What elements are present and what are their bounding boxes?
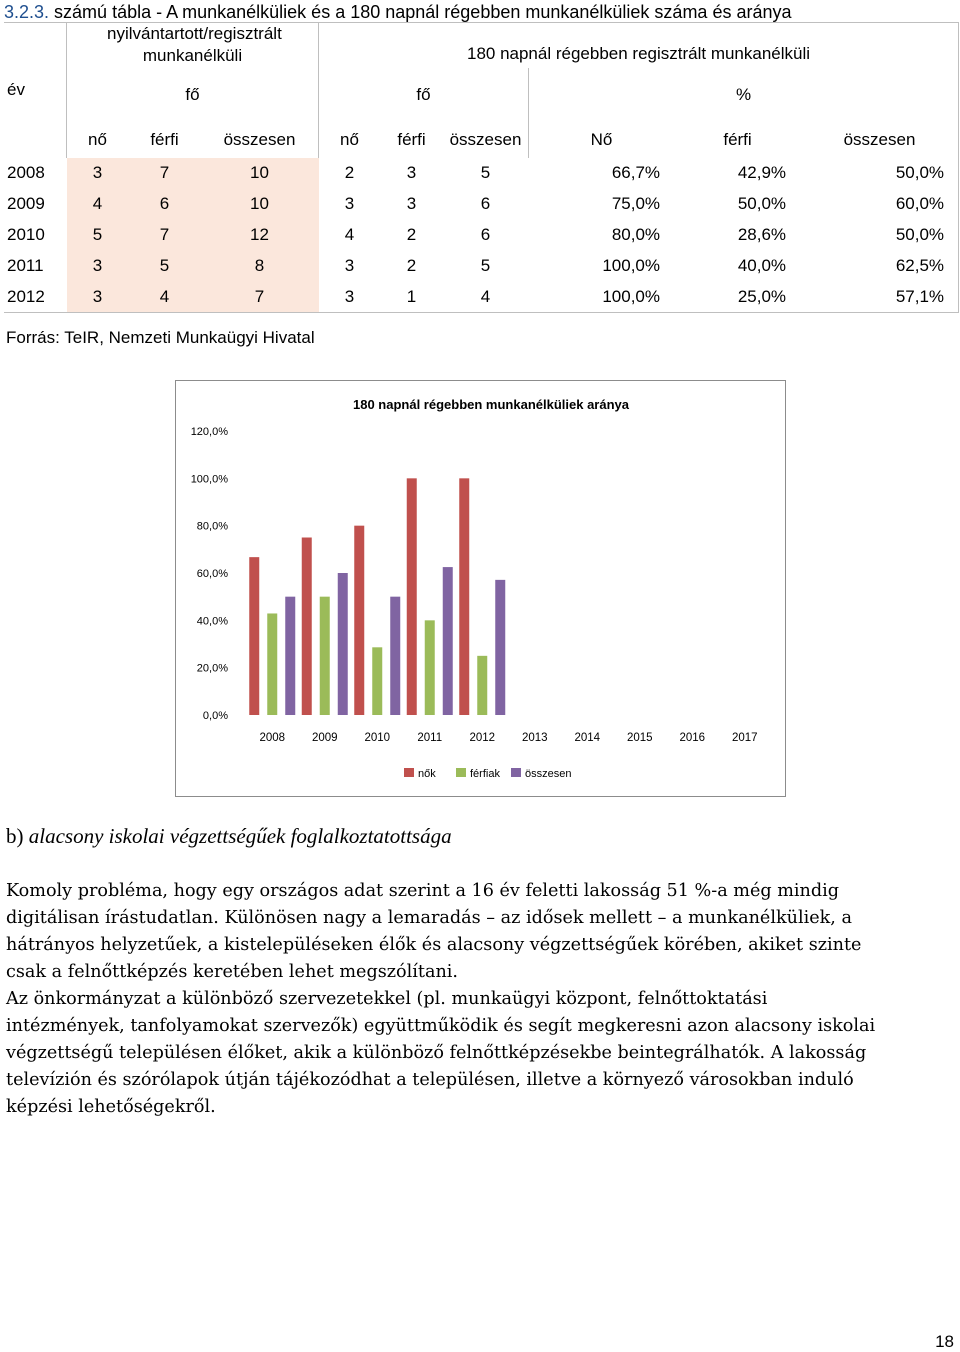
year-cell: 2011 [5,251,67,282]
table-cell: 5 [129,251,201,282]
table-cell: 50,0% [675,189,801,220]
table-cell: 4 [129,282,201,313]
table-cell: 5 [443,251,529,282]
bar-összesen-2010 [390,597,400,715]
body-line: Komoly probléma, hogy egy országos adat szerint a 16 év feletti lakosság 51 %-a még mindig [6,881,840,901]
legend-label: nők [418,768,436,780]
sub-header-percent: % [529,68,959,123]
year-cell: 2009 [5,189,67,220]
legend-swatch [511,768,521,777]
x-tick-label: 2017 [731,732,758,744]
table-cell: 10 [201,189,319,220]
page-number: 18 [935,1332,954,1351]
table-cell: 50,0% [801,158,959,189]
table-cell: 80,0% [529,220,675,251]
table-cell: 57,1% [801,282,959,313]
year-cell: 2012 [5,282,67,313]
table-cell: 3 [67,282,129,313]
body-line: csak a felnőttképzés keretében lehet megszólítani. [6,962,458,982]
table-cell: 40,0% [675,251,801,282]
table-cell: 3 [319,251,381,282]
legend-swatch [404,768,414,777]
table-cell: 3 [381,158,443,189]
body-line: képzési lehetőségekről. [6,1097,216,1117]
x-tick-label: 2014 [574,732,601,744]
table-cell: 3 [319,189,381,220]
table-cell: 6 [443,220,529,251]
table-cell: 62,5% [801,251,959,282]
registered-unemployed-header: nyilvántartott/regisztrált munkanélküli [67,23,319,68]
col-header: férfi [381,123,443,158]
bars [249,478,505,715]
bar-férfiak-2011 [425,620,435,715]
table-cell: 7 [129,158,201,189]
table-cell: 100,0% [529,251,675,282]
table-cell: 2 [381,251,443,282]
table-cell: 3 [381,189,443,220]
body-line: hátrányos helyzetűek, a kistelepüléseken élők és alacsony végzettségűek körében, akiket szinte [6,935,862,955]
year-cell: 2010 [5,220,67,251]
body-line: Az önkormányzat a különböző szervezetekkel (pl. munkaügyi központ, felnőttoktatási [6,989,768,1009]
legend-label: férfiak [470,768,500,780]
year-cell: 2008 [5,158,67,189]
x-axis [259,732,757,744]
table-cell: 4 [319,220,381,251]
year-header: év [5,23,67,158]
y-tick-label: 0,0% [202,710,228,722]
table-cell: 42,9% [675,158,801,189]
table-cell: 100,0% [529,282,675,313]
table-cell: 12 [201,220,319,251]
bar-nők-2010 [354,526,364,715]
body-paragraphs [6,878,946,1121]
bar-összesen-2012 [495,580,505,715]
x-tick-label: 2010 [364,732,391,744]
y-tick-label: 40,0% [196,615,228,628]
table-cell: 5 [67,220,129,251]
table-cell: 2 [319,158,381,189]
table-row [5,251,959,282]
table-cell: 4 [67,189,129,220]
table-cell: 10 [201,158,319,189]
y-tick-label: 120,0% [190,426,228,438]
body-line: digitálisan írástudatlan. Különösen nagy a lemaradás – az idősek mellett – a munkanélküliek, a [6,908,852,928]
table-cell: 5 [443,158,529,189]
table-cell: 2 [381,220,443,251]
bar-férfiak-2012 [477,656,487,715]
bar-férfiak-2010 [372,647,382,715]
bar-összesen-2011 [443,567,453,715]
y-axis [191,426,229,722]
table-cell: 7 [201,282,319,313]
body-line: televízión és szórólapok útján tájékozódhat a településen, illetve a környező városokban induló [6,1070,854,1090]
bar-nők-2012 [459,478,469,715]
table-cell: 75,0% [529,189,675,220]
sub-header-count-2: fő [319,68,529,123]
table-cell: 1 [381,282,443,313]
table-cell: 28,6% [675,220,801,251]
body-line: intézmények, tanfolyamokat szervezők) együttműködik és segít megkeresni azon alacsony iskolai [6,1016,876,1036]
y-tick-label: 60,0% [196,568,228,580]
bar-nők-2008 [249,557,259,715]
x-tick-label: 2016 [679,732,706,744]
table-cell: 3 [319,282,381,313]
unemployment-table [4,22,959,313]
bar-nők-2011 [407,478,417,715]
table-row [5,220,959,251]
section-heading [6,824,452,849]
x-tick-label: 2013 [521,732,548,744]
y-tick-label: 80,0% [196,520,228,533]
table-source: Forrás: TeIR, Nemzeti Munkaügyi Hivatal [6,328,315,347]
x-tick-label: 2009 [311,732,338,744]
col-header: nő [319,123,381,158]
long-term-unemployment-chart [175,380,786,797]
table-title: számú tábla - A munkanélküliek és a 180 napnál régebben munkanélküliek száma és aránya [49,2,792,22]
table-cell: 66,7% [529,158,675,189]
table-number: 3.2.3. [4,2,50,22]
table-row [5,282,959,313]
col-header: férfi [675,123,801,158]
table-cell: 25,0% [675,282,801,313]
table-cell: 7 [129,220,201,251]
body-line: végzettségű településen élőket, akik a különböző felnőttképzésekbe beintegrálhatók. A lakosság [6,1043,867,1063]
legend-label: összesen [525,768,572,780]
table-row [5,158,959,189]
col-header: összesen [801,123,959,158]
x-tick-label: 2015 [626,732,653,744]
col-header: Nő [529,123,675,158]
bar-férfiak-2008 [267,613,277,715]
table-cell: 6 [443,189,529,220]
x-tick-label: 2012 [469,732,496,744]
chart-title: 180 napnál régebben munkanélküliek aránya [352,397,630,412]
section-title: alacsony iskolai végzettségűek foglalkoztatottsága [28,824,452,848]
bar-összesen-2008 [285,597,295,715]
long-term-unemployed-header: 180 napnál régebben regisztrált munkanélküli [319,23,959,68]
col-header: összesen [443,123,529,158]
x-tick-label: 2011 [417,732,443,744]
bar-összesen-2009 [338,573,348,715]
table-cell: 6 [129,189,201,220]
table-cell: 60,0% [801,189,959,220]
table-cell: 3 [67,158,129,189]
table-cell: 50,0% [801,220,959,251]
section-letter: b) [6,824,24,848]
table-caption [4,2,792,23]
chart-legend [404,768,571,780]
y-tick-label: 20,0% [196,662,228,675]
x-tick-label: 2008 [259,732,286,744]
bar-nők-2009 [302,538,312,716]
legend-swatch [456,768,466,777]
col-header: összesen [201,123,319,158]
chart-canvas [176,381,785,796]
bar-férfiak-2009 [320,597,330,715]
table-cell: 8 [201,251,319,282]
col-header: férfi [129,123,201,158]
table-row [5,189,959,220]
table-cell: 4 [443,282,529,313]
sub-header-count-1: fő [67,68,319,123]
col-header: nő [67,123,129,158]
y-tick-label: 100,0% [190,473,228,486]
table-cell: 3 [67,251,129,282]
